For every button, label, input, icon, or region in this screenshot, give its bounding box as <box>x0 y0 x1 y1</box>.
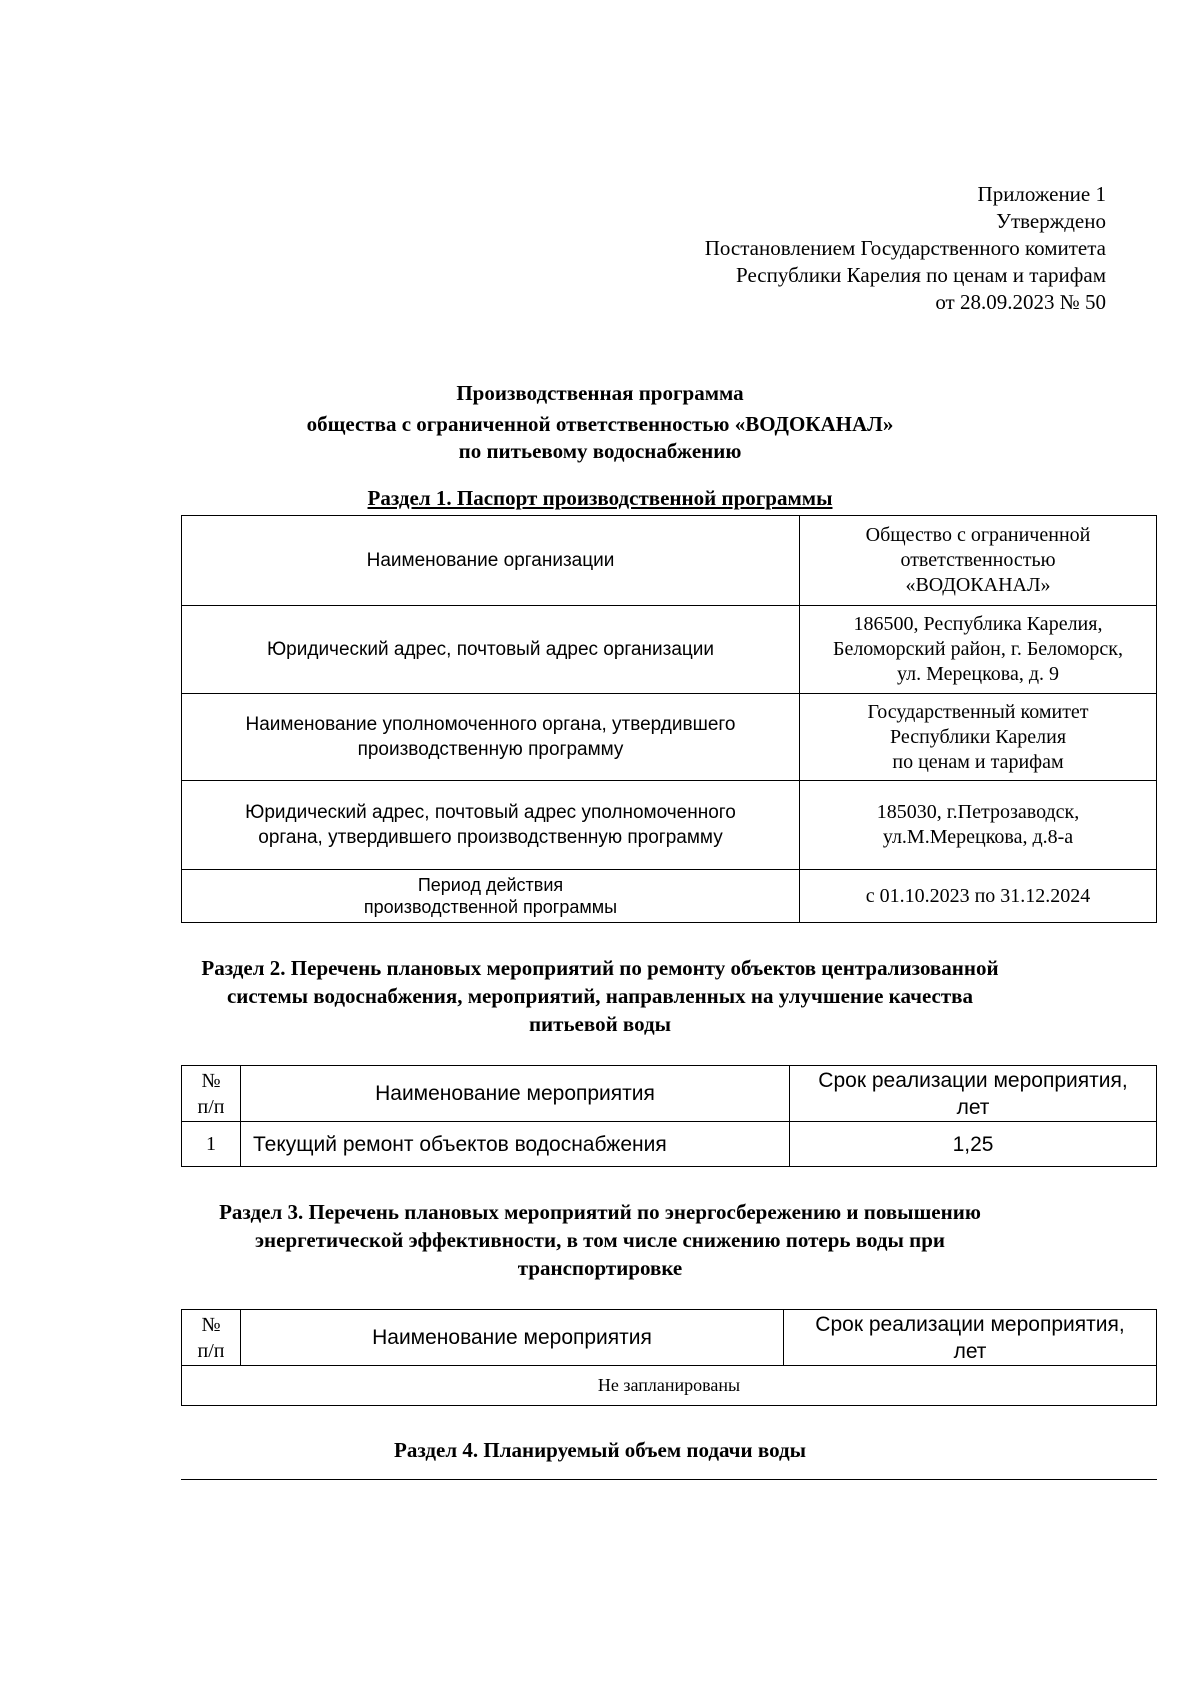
table-row <box>182 606 1157 694</box>
row-label: Юридический адрес, почтовый адрес организации <box>182 606 800 694</box>
col-header-number <box>182 1310 241 1366</box>
committee-line: Республики Карелия по ценам и тарифам <box>736 263 1106 287</box>
header-line: № <box>201 1069 221 1092</box>
row-label <box>182 781 800 870</box>
document-subtitle: общества с ограниченной ответственностью «ВОДОКАНАЛ» <box>306 412 894 436</box>
row-number: 1 <box>182 1122 241 1167</box>
document-title: Производственная программа <box>456 381 744 405</box>
row-value <box>800 781 1157 870</box>
value-line: «ВОДОКАНАЛ» <box>905 574 1051 596</box>
appendix-line: Приложение 1 <box>977 182 1106 206</box>
col-header-term <box>784 1310 1157 1366</box>
col-header-name: Наименование мероприятия <box>241 1066 790 1122</box>
value-line: Государственный комитет <box>867 700 1089 723</box>
value-line: ул. Мерецкова, д. 9 <box>896 663 1059 685</box>
label-line: Юридический адрес, почтовый адрес уполномоченного <box>245 802 736 823</box>
date-number-line: от 28.09.2023 № 50 <box>935 290 1106 314</box>
value-line: Общество с ограниченной <box>865 524 1091 546</box>
table-header-row <box>182 1310 1157 1366</box>
row-label <box>182 694 800 781</box>
header-line: Срок реализации мероприятия, <box>815 1312 1125 1336</box>
row-label <box>182 870 800 923</box>
label-line: производственной программы <box>363 897 618 917</box>
value-line: по ценам и тарифам <box>892 750 1064 773</box>
value-line: 185030, г.Петрозаводск, <box>876 801 1080 823</box>
table-row <box>182 516 1157 606</box>
col-header-term <box>790 1066 1157 1122</box>
table-row <box>182 1366 1157 1406</box>
table-row <box>182 781 1157 870</box>
row-term: 1,25 <box>790 1122 1157 1167</box>
header-line: № <box>201 1313 221 1336</box>
label-line: Наименование уполномоченного органа, утвердившего <box>245 714 736 735</box>
heading-line: Раздел 2. Перечень плановых мероприятий по ремонту объектов централизованной <box>201 956 999 980</box>
row-value <box>800 606 1157 694</box>
header-line: п/п <box>197 1339 225 1362</box>
row-value <box>800 516 1157 606</box>
header-line: п/п <box>197 1095 225 1118</box>
heading-line: системы водоснабжения, мероприятий, направленных на улучшение качества <box>226 984 974 1008</box>
table-header-row <box>182 1066 1157 1122</box>
table-row <box>182 694 1157 781</box>
appendix-header <box>406 181 1106 316</box>
section1-heading: Раздел 1. Паспорт производственной программы <box>367 486 833 510</box>
section2-heading <box>150 954 1050 1038</box>
row-label: Наименование организации <box>182 516 800 606</box>
table-row <box>182 870 1157 923</box>
heading-line: транспортировке <box>517 1256 683 1280</box>
section4-heading: Раздел 4. Планируемый объем подачи воды <box>394 1438 806 1462</box>
value-line: 186500, Республика Карелия, <box>853 613 1103 635</box>
header-line: лет <box>953 1339 987 1363</box>
row-name: Текущий ремонт объектов водоснабжения <box>241 1122 790 1167</box>
label-line: Период действия <box>417 875 564 895</box>
col-header-number <box>182 1066 241 1122</box>
value-line: ответственностью <box>900 549 1056 571</box>
row-value: с 01.10.2023 по 31.12.2024 <box>800 870 1157 923</box>
passport-table <box>181 515 1157 923</box>
col-header-name: Наименование мероприятия <box>241 1310 784 1366</box>
value-line: Беломорский район, г. Беломорск, <box>832 638 1124 660</box>
resolution-line: Постановлением Государственного комитета <box>704 236 1106 260</box>
row-value <box>800 694 1157 781</box>
document-subtitle-2: по питьевому водоснабжению <box>458 439 742 463</box>
table-top-border <box>181 1479 1157 1480</box>
value-line: Республики Карелия <box>889 725 1067 748</box>
header-line: Срок реализации мероприятия, <box>818 1068 1128 1092</box>
heading-line: Раздел 3. Перечень плановых мероприятий по энергосбережению и повышению <box>219 1200 981 1224</box>
table-row <box>182 1122 1157 1167</box>
section3-heading <box>150 1198 1050 1282</box>
label-line: производственную программу <box>357 739 624 760</box>
repair-measures-table <box>181 1065 1157 1167</box>
header-line: лет <box>956 1095 990 1119</box>
approved-line: Утверждено <box>996 209 1106 233</box>
heading-line: энергетической эффективности, в том числе снижению потерь воды при <box>254 1228 946 1252</box>
not-planned-note: Не запланированы <box>182 1366 1157 1406</box>
energy-saving-table <box>181 1309 1157 1406</box>
heading-line: питьевой воды <box>528 1012 672 1036</box>
value-line: ул.М.Мерецкова, д.8-а <box>882 826 1074 848</box>
label-line: органа, утвердившего производственную программу <box>258 827 723 848</box>
